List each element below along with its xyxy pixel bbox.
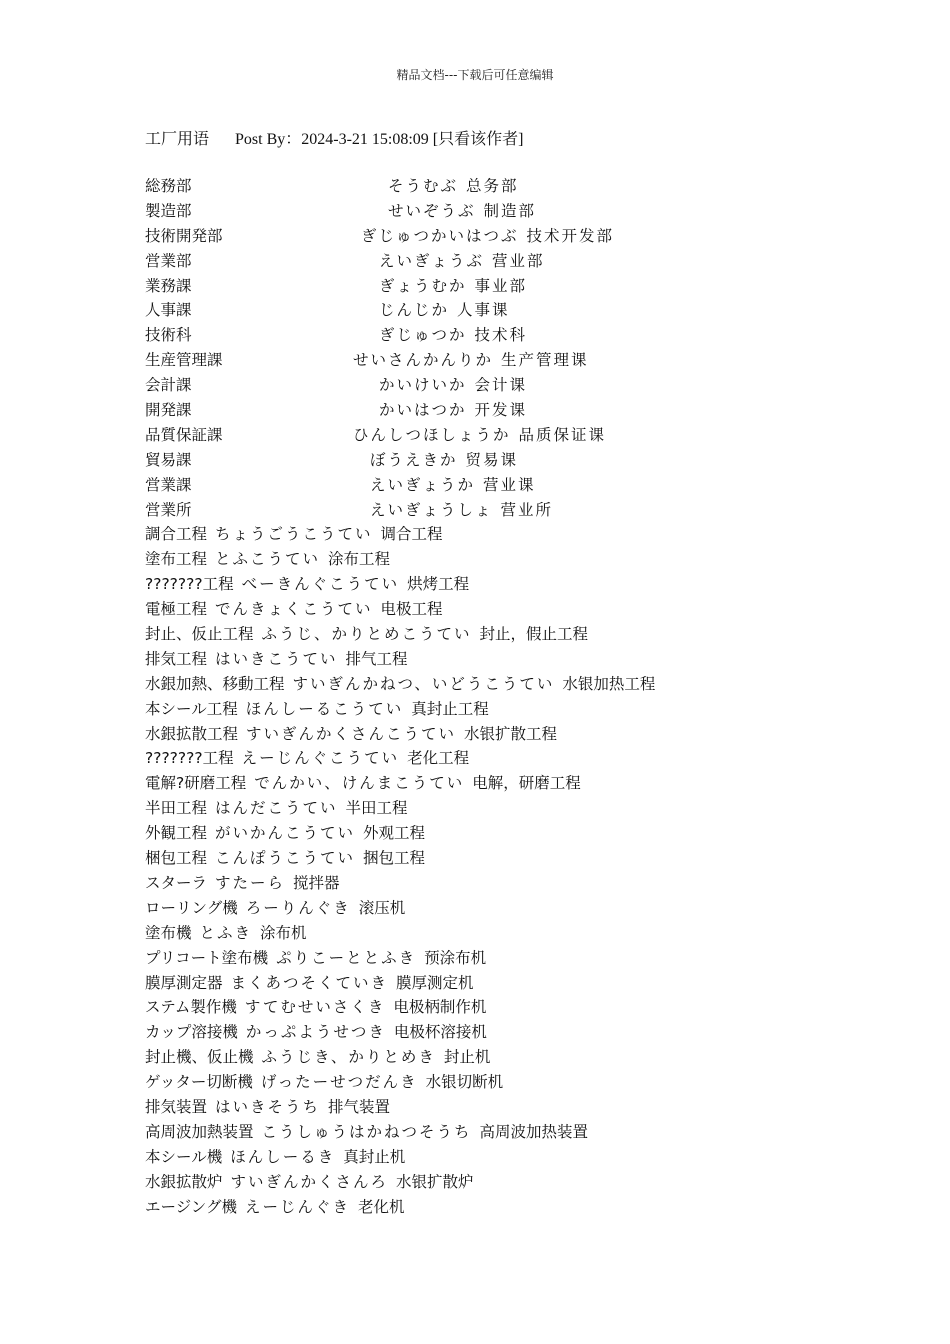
term-meaning: 预涂布机	[424, 948, 487, 967]
term-reading: かっぷようせつき	[245, 1023, 386, 1042]
term-row	[145, 373, 905, 398]
term-row	[145, 224, 905, 249]
term-japanese: 技術開発部	[145, 226, 223, 245]
term-row	[145, 722, 905, 747]
term-meaning: 水银扩散工程	[464, 724, 558, 743]
term-row	[145, 1045, 905, 1070]
term-meaning: 老化机	[358, 1197, 405, 1216]
term-meaning: 调合工程	[380, 525, 443, 544]
term-reading-group	[353, 348, 589, 373]
term-reading-group	[379, 373, 527, 398]
term-meaning: 真封止机	[343, 1147, 406, 1166]
term-reading: すてむせいさくき	[244, 998, 386, 1017]
term-row	[145, 672, 905, 697]
term-japanese: 塗布工程	[145, 550, 208, 569]
term-row	[145, 896, 905, 921]
term-reading: がいかんこうてい	[215, 824, 356, 843]
term-reading: じんじか	[379, 301, 450, 320]
term-meaning: 电极工程	[380, 600, 443, 619]
term-japanese: 調合工程	[145, 525, 208, 544]
term-row	[145, 746, 905, 771]
term-reading: ぎじゅつかいはつぶ	[361, 226, 519, 245]
term-meaning: 营业部	[492, 251, 545, 270]
term-row	[145, 174, 905, 199]
term-row	[145, 597, 905, 622]
term-meaning: 水银扩散炉	[396, 1172, 474, 1191]
term-meaning: 电极杯溶接机	[393, 1023, 487, 1042]
term-meaning: 搅拌器	[293, 873, 340, 892]
term-row	[145, 274, 905, 299]
term-meaning: 制造部	[483, 201, 537, 220]
term-reading: こうしゅうはかねつそうち	[261, 1122, 472, 1141]
term-reading: すたーら	[215, 873, 286, 892]
term-row	[145, 1020, 905, 1045]
term-japanese: 電解?研磨工程	[145, 774, 247, 793]
post-title: 工厂用语	[145, 131, 210, 148]
term-reading: はいきそうち	[215, 1097, 321, 1116]
term-japanese: 封止機、仮止機	[145, 1048, 254, 1067]
term-meaning: 真封止工程	[411, 699, 489, 718]
term-reading: ぼうえきか	[370, 450, 458, 469]
term-meaning: 总务部	[466, 177, 519, 195]
term-reading-group	[379, 249, 545, 274]
term-japanese: 会計課	[145, 376, 192, 395]
term-japanese: 電極工程	[145, 600, 208, 619]
term-reading: えいぎょうしょ	[370, 500, 493, 519]
term-reading-group	[379, 398, 527, 423]
term-row	[145, 298, 905, 323]
term-meaning: 排气工程	[345, 649, 408, 668]
term-japanese: 封止、仮止工程	[145, 625, 254, 644]
term-meaning: 老化工程	[407, 749, 470, 768]
term-reading: ろーりんぐき	[245, 898, 351, 917]
term-reading-group	[379, 274, 527, 299]
term-meaning: 封止，假止工程	[479, 625, 589, 644]
term-japanese: 塗布機	[145, 923, 192, 942]
term-meaning: 电解，研磨工程	[472, 774, 581, 793]
term-row	[145, 622, 905, 647]
term-row	[145, 348, 905, 373]
term-list	[145, 174, 905, 1219]
term-japanese: カップ溶接機	[145, 1023, 238, 1042]
term-reading-group	[388, 199, 536, 224]
term-row	[145, 1070, 905, 1095]
term-reading-group	[388, 174, 519, 199]
term-reading: まくあつそくていき	[230, 973, 389, 992]
term-row	[145, 473, 905, 498]
term-meaning: 膜厚测定机	[396, 973, 474, 992]
term-japanese: エージング機	[145, 1197, 237, 1216]
term-reading: ちょうごうこうてい	[215, 525, 373, 544]
term-row	[145, 199, 905, 224]
term-japanese: 技術科	[145, 326, 192, 345]
term-row	[145, 1195, 905, 1220]
term-meaning: 涂布机	[260, 923, 307, 942]
term-japanese: 水銀拡散工程	[145, 724, 239, 743]
term-japanese: 品質保証課	[145, 425, 223, 444]
term-japanese: 梱包工程	[145, 849, 208, 868]
term-reading: ひんしつほしょうか	[353, 425, 511, 444]
term-meaning: 营业课	[483, 475, 536, 494]
term-row	[145, 1145, 905, 1170]
term-meaning: 品质保证课	[518, 425, 607, 444]
term-meaning: 会计课	[474, 376, 528, 395]
term-row	[145, 1170, 905, 1195]
term-meaning: 涂布工程	[328, 550, 391, 569]
term-row	[145, 771, 905, 796]
term-japanese: 業務課	[145, 276, 192, 295]
term-meaning: 高周波加热装置	[479, 1122, 589, 1141]
term-meaning: 水银切断机	[425, 1073, 504, 1092]
term-japanese: 本シール機	[145, 1147, 223, 1166]
term-row	[145, 522, 905, 547]
term-japanese: 排気工程	[145, 649, 208, 668]
term-reading: ぷりこーととふき	[276, 948, 417, 967]
term-row	[145, 971, 905, 996]
term-meaning: 封止机	[443, 1048, 491, 1067]
term-meaning: 事业部	[474, 276, 528, 295]
post-title-line	[145, 126, 523, 149]
term-meaning: 排气装置	[328, 1097, 391, 1116]
term-meaning: 水银加热工程	[562, 674, 656, 693]
term-japanese: ゲッター切断機	[145, 1073, 253, 1092]
term-japanese: 総務部	[145, 177, 192, 195]
term-meaning: 烘烤工程	[407, 575, 470, 594]
term-reading-group	[361, 224, 614, 249]
term-reading: すいぎんかくさんろ	[230, 1172, 389, 1191]
term-reading-group	[353, 423, 606, 448]
term-reading: でんきょくこうてい	[215, 600, 373, 619]
term-meaning: 贸易课	[465, 450, 519, 469]
term-reading: せいさんかんりか	[353, 351, 494, 370]
term-reading: かいけいか	[379, 376, 467, 395]
term-meaning: 电极柄制作机	[393, 998, 487, 1017]
term-meaning: 滚压机	[358, 898, 406, 917]
term-reading-group	[370, 473, 536, 498]
term-row	[145, 796, 905, 821]
term-reading: かいはつか	[379, 401, 467, 420]
term-reading: はんだこうてい	[215, 799, 338, 818]
post-byline: Post By：2024-3-21 15:08:09 [只看该作者]	[235, 131, 524, 148]
term-japanese: 営業課	[145, 475, 192, 494]
term-japanese: ローリング機	[145, 898, 238, 917]
term-reading: でんかい、けんまこうてい	[254, 774, 465, 793]
term-japanese: 貿易課	[145, 450, 192, 469]
term-row	[145, 1120, 905, 1145]
term-reading: ぎじゅつか	[379, 326, 467, 345]
term-meaning: 开发课	[474, 401, 528, 420]
term-reading: せいぞうぶ	[388, 201, 476, 220]
term-reading: はいきこうてい	[215, 649, 338, 668]
term-row	[145, 871, 905, 896]
term-japanese: ???????工程	[145, 575, 234, 594]
term-row	[145, 423, 905, 448]
term-reading: ぎょうむか	[379, 276, 467, 295]
term-reading-group	[379, 298, 510, 323]
term-row	[145, 946, 905, 971]
term-row	[145, 1095, 905, 1120]
term-meaning: 外观工程	[363, 824, 426, 843]
term-japanese: 生産管理課	[145, 351, 223, 370]
term-reading: とふこうてい	[215, 550, 321, 569]
term-reading: こんぽうこうてい	[215, 849, 356, 868]
term-reading: ふうじき、かりとめき	[261, 1048, 436, 1067]
term-meaning: 技术科	[474, 326, 528, 345]
term-meaning: 人事课	[457, 301, 510, 320]
header-note: 精品文档---下载后可任意编辑	[396, 68, 554, 82]
term-japanese: 高周波加熱装置	[145, 1122, 254, 1141]
term-reading-group	[379, 323, 527, 348]
term-row	[145, 921, 905, 946]
term-reading: そうむぶ	[388, 177, 459, 195]
term-meaning: 生产管理课	[501, 351, 589, 370]
term-reading-group	[370, 498, 553, 523]
term-japanese: プリコート塗布機	[145, 948, 269, 967]
term-reading: すいぎんかねつ、いどうこうてい	[292, 674, 555, 693]
term-japanese: 外観工程	[145, 824, 208, 843]
term-japanese: 人事課	[145, 301, 192, 320]
term-reading: えーじんぐき	[245, 1197, 351, 1216]
term-japanese: 開発課	[145, 401, 192, 420]
term-reading: ほんしーるき	[230, 1147, 336, 1166]
term-row	[145, 323, 905, 348]
term-reading: えいぎょうぶ	[379, 251, 485, 270]
term-row	[145, 821, 905, 846]
term-japanese: スターラ	[145, 873, 208, 892]
term-japanese: 膜厚測定器	[145, 973, 223, 992]
term-japanese: 水銀拡散炉	[145, 1172, 223, 1191]
term-reading: えーじんぐこうてい	[241, 749, 400, 768]
term-japanese: 営業所	[145, 500, 192, 519]
term-japanese: 本シール工程	[145, 699, 238, 718]
term-reading: すいぎんかくさんこうてい	[246, 724, 457, 743]
term-japanese: ???????工程	[145, 749, 234, 768]
term-reading: げったーせつだんき	[260, 1073, 418, 1092]
term-meaning: 捆包工程	[363, 849, 426, 868]
term-row	[145, 846, 905, 871]
term-row	[145, 448, 905, 473]
term-reading: ふうじ、かりとめこうてい	[261, 625, 472, 644]
term-reading: とふき	[199, 923, 253, 942]
term-row	[145, 572, 905, 597]
term-meaning: 半田工程	[345, 799, 408, 818]
term-japanese: 製造部	[145, 201, 192, 220]
term-japanese: 排気装置	[145, 1097, 208, 1116]
term-row	[145, 647, 905, 672]
term-reading: ほんしーるこうてい	[245, 699, 404, 718]
term-row	[145, 398, 905, 423]
term-meaning: 营业所	[500, 500, 554, 519]
term-row	[145, 547, 905, 572]
term-japanese: 半田工程	[145, 799, 208, 818]
term-reading: えいぎょうか	[370, 475, 476, 494]
term-reading: べーきんぐこうてい	[241, 575, 400, 594]
term-row	[145, 249, 905, 274]
term-meaning: 技术开发部	[526, 226, 615, 245]
term-japanese: 水銀加熱、移動工程	[145, 674, 285, 693]
term-row	[145, 498, 905, 523]
term-row	[145, 995, 905, 1020]
term-row	[145, 697, 905, 722]
term-reading-group	[370, 448, 518, 473]
term-japanese: ステム製作機	[145, 998, 237, 1017]
term-japanese: 営業部	[145, 251, 192, 270]
